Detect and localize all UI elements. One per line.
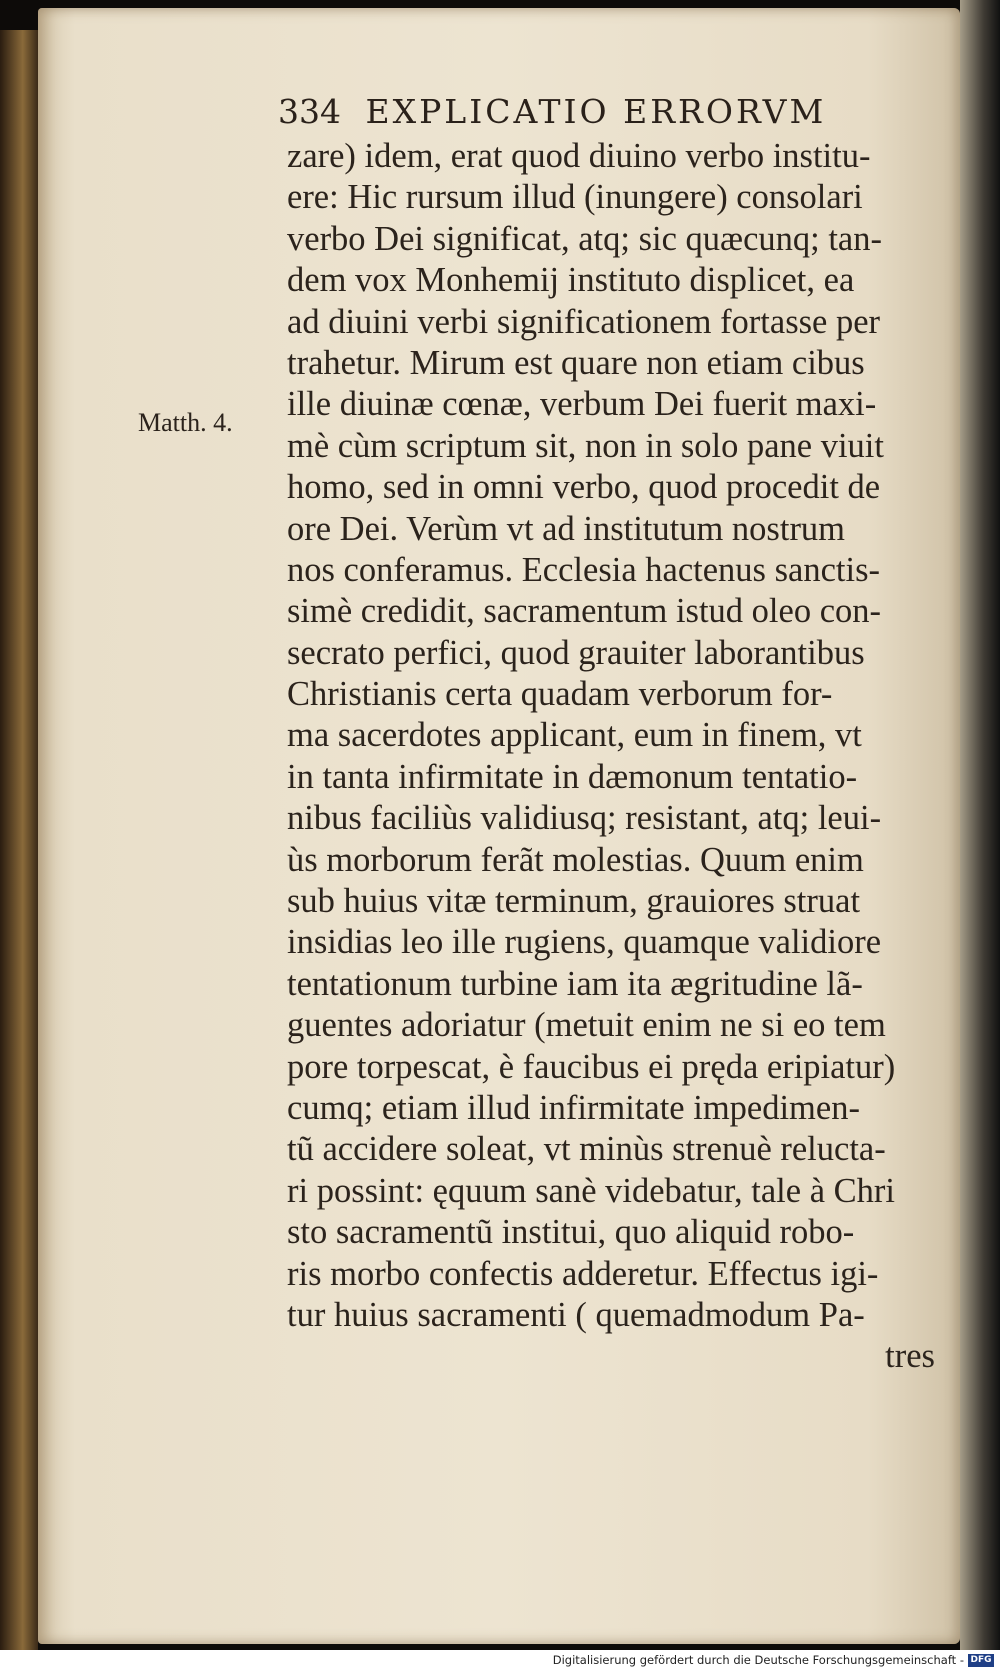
text-line: dem vox Monhemij instituto displicet, ea bbox=[287, 261, 855, 300]
text-line: Christianis certa quadam verborum for- bbox=[287, 675, 833, 714]
text-line: simè credidit, sacramentum istud oleo con- bbox=[287, 592, 881, 631]
text-line: sub huius vitæ terminum, grauiores struat bbox=[287, 882, 861, 921]
text-line: ere: Hic rursum illud (inungere) consolari bbox=[287, 178, 863, 217]
text-line: secrato perfici, quod grauiter laborantibus bbox=[287, 633, 865, 672]
text-line: pore torpescat, è faucibus ei pręda eripiatur) bbox=[287, 1047, 896, 1086]
text-line: tũ accidere soleat, vt minùs strenuè relucta- bbox=[287, 1130, 886, 1169]
funding-credit: Digitalisierung gefördert durch die Deutsche Forschungsgemeinschaft - bbox=[552, 1653, 964, 1667]
text-line: sto sacramentũ institui, quo aliquid robo- bbox=[287, 1213, 855, 1252]
text-line: insidias leo ille rugiens, quamque validiore bbox=[287, 923, 882, 962]
text-line: ris morbo confectis adderetur. Effectus igi- bbox=[287, 1254, 879, 1293]
book-spine bbox=[0, 30, 38, 1650]
text-line: verbo Dei significat, atq; sic quæcunq; tan- bbox=[287, 219, 882, 258]
text-line: ma sacerdotes applicant, eum in finem, vt bbox=[287, 716, 862, 755]
text-line: nos conferamus. Ecclesia hactenus sanctis- bbox=[287, 550, 880, 589]
running-title: EXPLICATIO ERRORVM bbox=[365, 92, 827, 131]
text-line: tur huius sacramenti ( quemadmodum Pa- bbox=[287, 1295, 865, 1334]
text-line: ille diuinæ cœnæ, verbum Dei fuerit maxi- bbox=[287, 385, 877, 424]
text-line: tentationum turbine iam ita ægritudine lã- bbox=[287, 964, 863, 1003]
body-text bbox=[287, 136, 937, 1378]
footer-bar bbox=[0, 1651, 1000, 1671]
text-line: ùs morborum ferãt molestias. Quum enim bbox=[287, 840, 864, 879]
text-line: ore Dei. Verùm vt ad institutum nostrum bbox=[287, 509, 846, 548]
catchword: tres bbox=[885, 1337, 935, 1376]
text-line: guentes adoriatur (metuit enim ne si eo tem bbox=[287, 1006, 886, 1045]
text-line: homo, sed in omni verbo, quod procedit de bbox=[287, 468, 881, 507]
text-line: ri possint: ęquum sanè videbatur, tale à Chri bbox=[287, 1171, 895, 1210]
text-line: trahetur. Mirum est quare non etiam cibus bbox=[287, 343, 865, 382]
page-number: 334 bbox=[278, 92, 341, 131]
text-line: nibus faciliùs validiusq; resistant, atq; leui- bbox=[287, 799, 882, 838]
text-line: ad diuini verbi significationem fortasse per bbox=[287, 302, 881, 341]
dfg-logo: DFG bbox=[968, 1654, 994, 1667]
running-header bbox=[278, 92, 918, 136]
text-line: zare) idem, erat quod diuino verbo institu- bbox=[287, 137, 871, 175]
text-line: mè cùm scriptum sit, non in solo pane viuit bbox=[287, 426, 884, 465]
text-line: cumq; etiam illud infirmitate impedimen- bbox=[287, 1088, 860, 1127]
text-line: in tanta infirmitate in dæmonum tentatio- bbox=[287, 757, 858, 796]
page-edge bbox=[960, 0, 1000, 1650]
marginal-note: Matth. 4. bbox=[138, 408, 233, 437]
